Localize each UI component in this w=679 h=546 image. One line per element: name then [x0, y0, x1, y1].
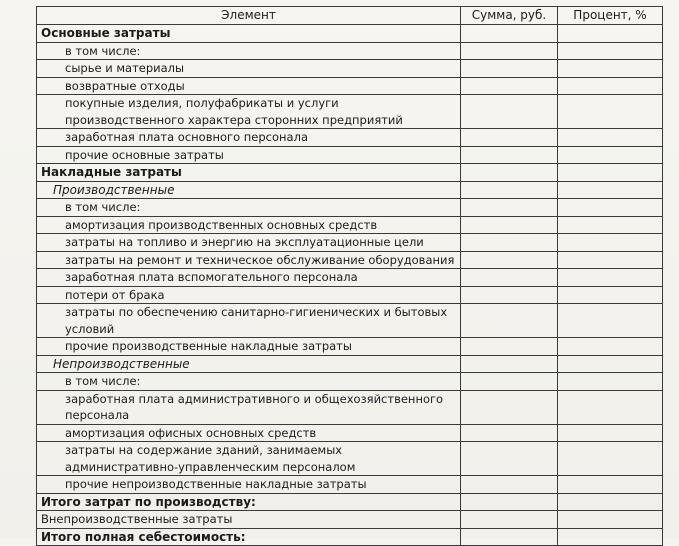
row-element-name: Итого полная себестоимость:	[37, 528, 461, 546]
table-row	[37, 251, 663, 269]
row-element-name: в том числе:	[37, 42, 461, 60]
row-percent-cell	[558, 146, 663, 164]
row-percent-cell	[558, 476, 663, 494]
table-row	[37, 424, 663, 442]
row-sum-cell	[461, 442, 558, 476]
table-row	[37, 476, 663, 494]
row-element-name: прочие производственные накладные затраты	[37, 338, 461, 356]
row-percent-cell	[558, 269, 663, 287]
row-element-name: амортизация офисных основных средств	[37, 424, 461, 442]
row-percent-cell	[558, 493, 663, 511]
row-percent-cell	[558, 95, 663, 129]
row-element-name: покупные изделия, полуфабрикаты и услуги производственного характера сторонних предприятий	[37, 95, 461, 129]
row-percent-cell	[558, 60, 663, 78]
row-sum-cell	[461, 493, 558, 511]
row-sum-cell	[461, 286, 558, 304]
row-element-name: затраты на топливо и энергию на эксплуатационные цели	[37, 234, 461, 252]
header-row	[37, 7, 663, 25]
row-sum-cell	[461, 25, 558, 43]
row-percent-cell	[558, 286, 663, 304]
table-row	[37, 77, 663, 95]
row-element-name: затраты на ремонт и техническое обслуживание оборудования	[37, 251, 461, 269]
row-element-name: заработная плата вспомогательного персонала	[37, 269, 461, 287]
header-element: Элемент	[37, 7, 461, 25]
table-row	[37, 216, 663, 234]
table-row	[37, 442, 663, 476]
row-element-name: заработная плата административного и общехозяйственного персонала	[37, 390, 461, 424]
row-element-name: возвратные отходы	[37, 77, 461, 95]
row-sum-cell	[461, 355, 558, 373]
row-percent-cell	[558, 181, 663, 199]
row-percent-cell	[558, 216, 663, 234]
row-element-name: в том числе:	[37, 373, 461, 391]
header-percent: Процент, %	[558, 7, 663, 25]
row-sum-cell	[461, 476, 558, 494]
table-row	[37, 373, 663, 391]
row-sum-cell	[461, 129, 558, 147]
row-sum-cell	[461, 424, 558, 442]
header-sum: Сумма, руб.	[461, 7, 558, 25]
table-row	[37, 338, 663, 356]
row-element-name: Производственные	[37, 181, 461, 199]
row-percent-cell	[558, 511, 663, 529]
table-row	[37, 42, 663, 60]
row-sum-cell	[461, 373, 558, 391]
row-percent-cell	[558, 338, 663, 356]
row-percent-cell	[558, 304, 663, 338]
row-percent-cell	[558, 355, 663, 373]
table-row	[37, 269, 663, 287]
table-row	[37, 129, 663, 147]
row-percent-cell	[558, 25, 663, 43]
row-sum-cell	[461, 390, 558, 424]
row-sum-cell	[461, 338, 558, 356]
table-row	[37, 25, 663, 43]
row-sum-cell	[461, 304, 558, 338]
row-percent-cell	[558, 424, 663, 442]
table-row	[37, 181, 663, 199]
row-sum-cell	[461, 60, 558, 78]
row-element-name: заработная плата основного персонала	[37, 129, 461, 147]
table-row	[37, 234, 663, 252]
table-row	[37, 390, 663, 424]
row-sum-cell	[461, 42, 558, 60]
row-sum-cell	[461, 528, 558, 546]
row-sum-cell	[461, 77, 558, 95]
row-percent-cell	[558, 251, 663, 269]
row-percent-cell	[558, 373, 663, 391]
row-sum-cell	[461, 216, 558, 234]
table-row	[37, 304, 663, 338]
row-percent-cell	[558, 390, 663, 424]
row-percent-cell	[558, 42, 663, 60]
table-row	[37, 164, 663, 182]
table-row	[37, 199, 663, 217]
row-sum-cell	[461, 181, 558, 199]
row-element-name: прочие основные затраты	[37, 146, 461, 164]
table-row	[37, 511, 663, 529]
row-percent-cell	[558, 528, 663, 546]
row-sum-cell	[461, 199, 558, 217]
row-percent-cell	[558, 77, 663, 95]
row-element-name: затраты по обеспечению санитарно-гигиенических и бытовых условий	[37, 304, 461, 338]
row-percent-cell	[558, 129, 663, 147]
row-percent-cell	[558, 164, 663, 182]
row-element-name: Итого затрат по производству:	[37, 493, 461, 511]
table-row	[37, 493, 663, 511]
row-element-name: Основные затраты	[37, 25, 461, 43]
row-sum-cell	[461, 146, 558, 164]
row-element-name: амортизация производственных основных средств	[37, 216, 461, 234]
row-element-name: потери от брака	[37, 286, 461, 304]
row-element-name: затраты на содержание зданий, занимаемых административно-управленческим персоналом	[37, 442, 461, 476]
row-percent-cell	[558, 199, 663, 217]
row-percent-cell	[558, 442, 663, 476]
table-body	[37, 25, 663, 546]
row-sum-cell	[461, 511, 558, 529]
row-sum-cell	[461, 164, 558, 182]
row-element-name: Непроизводственные	[37, 355, 461, 373]
row-sum-cell	[461, 234, 558, 252]
row-element-name: в том числе:	[37, 199, 461, 217]
table-row	[37, 146, 663, 164]
table-row	[37, 286, 663, 304]
row-percent-cell	[558, 234, 663, 252]
table-row	[37, 355, 663, 373]
row-sum-cell	[461, 251, 558, 269]
row-sum-cell	[461, 269, 558, 287]
row-element-name: сырье и материалы	[37, 60, 461, 78]
cost-table	[36, 6, 663, 546]
table-row	[37, 528, 663, 546]
row-element-name: Внепроизводственные затраты	[37, 511, 461, 529]
row-element-name: прочие непроизводственные накладные затраты	[37, 476, 461, 494]
row-sum-cell	[461, 95, 558, 129]
row-element-name: Накладные затраты	[37, 164, 461, 182]
table-row	[37, 95, 663, 129]
table-row	[37, 60, 663, 78]
